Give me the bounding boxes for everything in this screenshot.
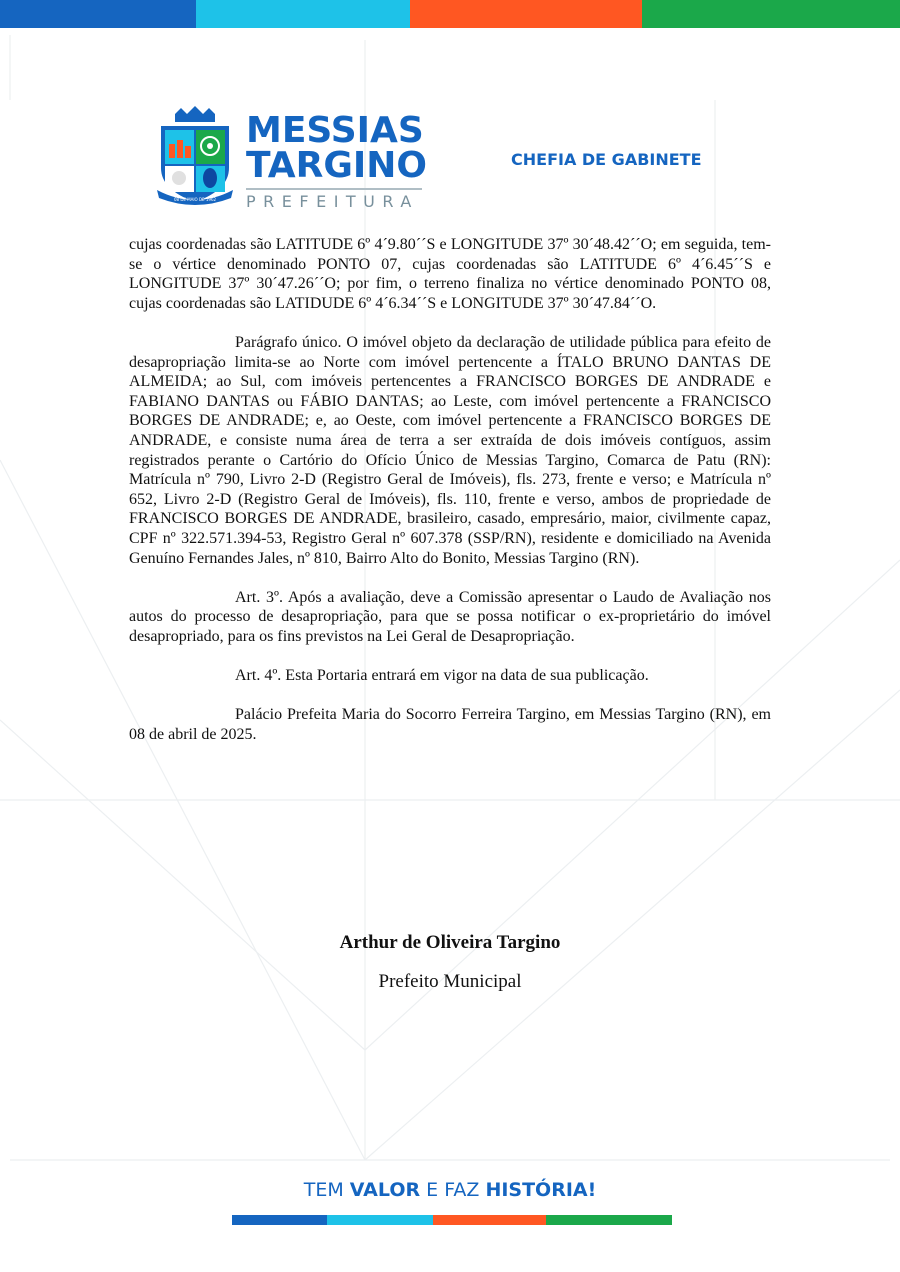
signature-name: Arthur de Oliveira Targino — [339, 932, 561, 953]
bottom-band-green — [546, 1215, 672, 1225]
paragraph-sole-paragraph: Parágrafo único. O imóvel objeto da declaração de utilidade pública para efeito de desapropriação limita-se ao Norte com imóvel pertencente a ÍTALO BRUNO DANTAS DE ALMEIDA; ao Sul, com imóveis pertencentes a FRANCISCO BORGES DE ANDRADE e FABIANO DANTAS ou FÁBIO DANTAS; ao Leste, com imóvel pertencente a FRANCISCO BORGES DE ANDRADE; e, ao Oeste, com imóvel pertencente a FRANCISCO BORGES DE ANDRADE, e consiste numa área de terra a ser extraída de dois imóveis contíguos, assim registrados perante o Cartório do Ofício Único de Messias Targino, Comarca de Patu (RN): Matrícula nº 790, Livro 2-D (Registro Geral de Imóveis), fls. 273, frente e verso; e Matrícula nº 652, Livro 2-D (Registro Geral de Imóveis), fls. 110, frente e verso, ambos de propriedade de FRANCISCO BORGES DE ANDRADE, brasileiro, casado, empresário, maior, civilmente capaz, CPF nº 322.571.394-53, Registro Geral nº 607.378 (SSP/RN), residente e domiciliado na Avenida Genuíno Fernandes Jales, nº 810, Bairro Alto do Bonito, Messias Targino (RN). — [129, 333, 771, 567]
brand-line-messias: MESSIAS — [246, 110, 424, 151]
slogan-part-2: VALOR — [349, 1179, 421, 1201]
top-band-blue — [0, 0, 196, 28]
document-body — [129, 235, 771, 764]
paragraph-art-3: Art. 3º. Após a avaliação, deve a Comissão apresentar o Laudo de Avaliação nos autos do processo de desapropriação, para que se possa notificar o ex-proprietário do imóvel desapropriado, para os fins previstos na Lei Geral de Desapropriação. — [129, 588, 771, 645]
paragraph-art-4: Art. 4º. Esta Portaria entrará em vigor na data de sua publicação. — [235, 667, 649, 685]
top-band-green — [642, 0, 900, 28]
municipal-coat-of-arms-icon — [155, 106, 235, 210]
slogan-part-1: TEM — [303, 1179, 350, 1201]
paragraph-coordinates: cujas coordenadas são LATITUDE 6º 4´9.80´´S e LONGITUDE 37º 30´48.42´´O; em seguida, tem-se o vértice denominado PONTO 07, cujas coordenadas são LATITUDE 6º 4´6.45´´S e LONGITUDE 37º 30´47.26´´O; por fim, o terreno finaliza no vértice denominado PONTO 08, cujas coordenadas são LATIDUDE 6º 4´6.34´´S e LONGITUDE 37º 30´47.84´´O. — [129, 236, 771, 312]
signature-role: Prefeito Municipal — [378, 971, 522, 992]
bottom-band-blue — [232, 1215, 327, 1225]
top-band-orange — [410, 0, 642, 28]
bottom-band-orange — [433, 1215, 546, 1225]
slogan-part-4: HISTÓRIA! — [485, 1179, 597, 1201]
bottom-color-band — [232, 1215, 672, 1225]
footer-slogan — [0, 1179, 900, 1201]
brand-divider — [246, 188, 422, 190]
bottom-band-cyan — [327, 1215, 433, 1225]
top-color-band — [0, 0, 900, 28]
brand-wordmark — [246, 112, 427, 211]
brand-line-prefeitura: PREFEITURA — [246, 192, 419, 211]
department-title: CHEFIA DE GABINETE — [511, 150, 702, 169]
slogan-part-3: E FAZ — [420, 1179, 486, 1201]
brand-line-targino: TARGINO — [246, 145, 428, 186]
coat-of-arms-ribbon-text: 08 DE MAIO DE 1962 — [173, 197, 217, 202]
paragraph-place-date: Palácio Prefeita Maria do Socorro Ferreira Targino, em Messias Targino (RN), em 08 de abril de 2025. — [129, 706, 771, 743]
top-band-cyan — [196, 0, 410, 28]
